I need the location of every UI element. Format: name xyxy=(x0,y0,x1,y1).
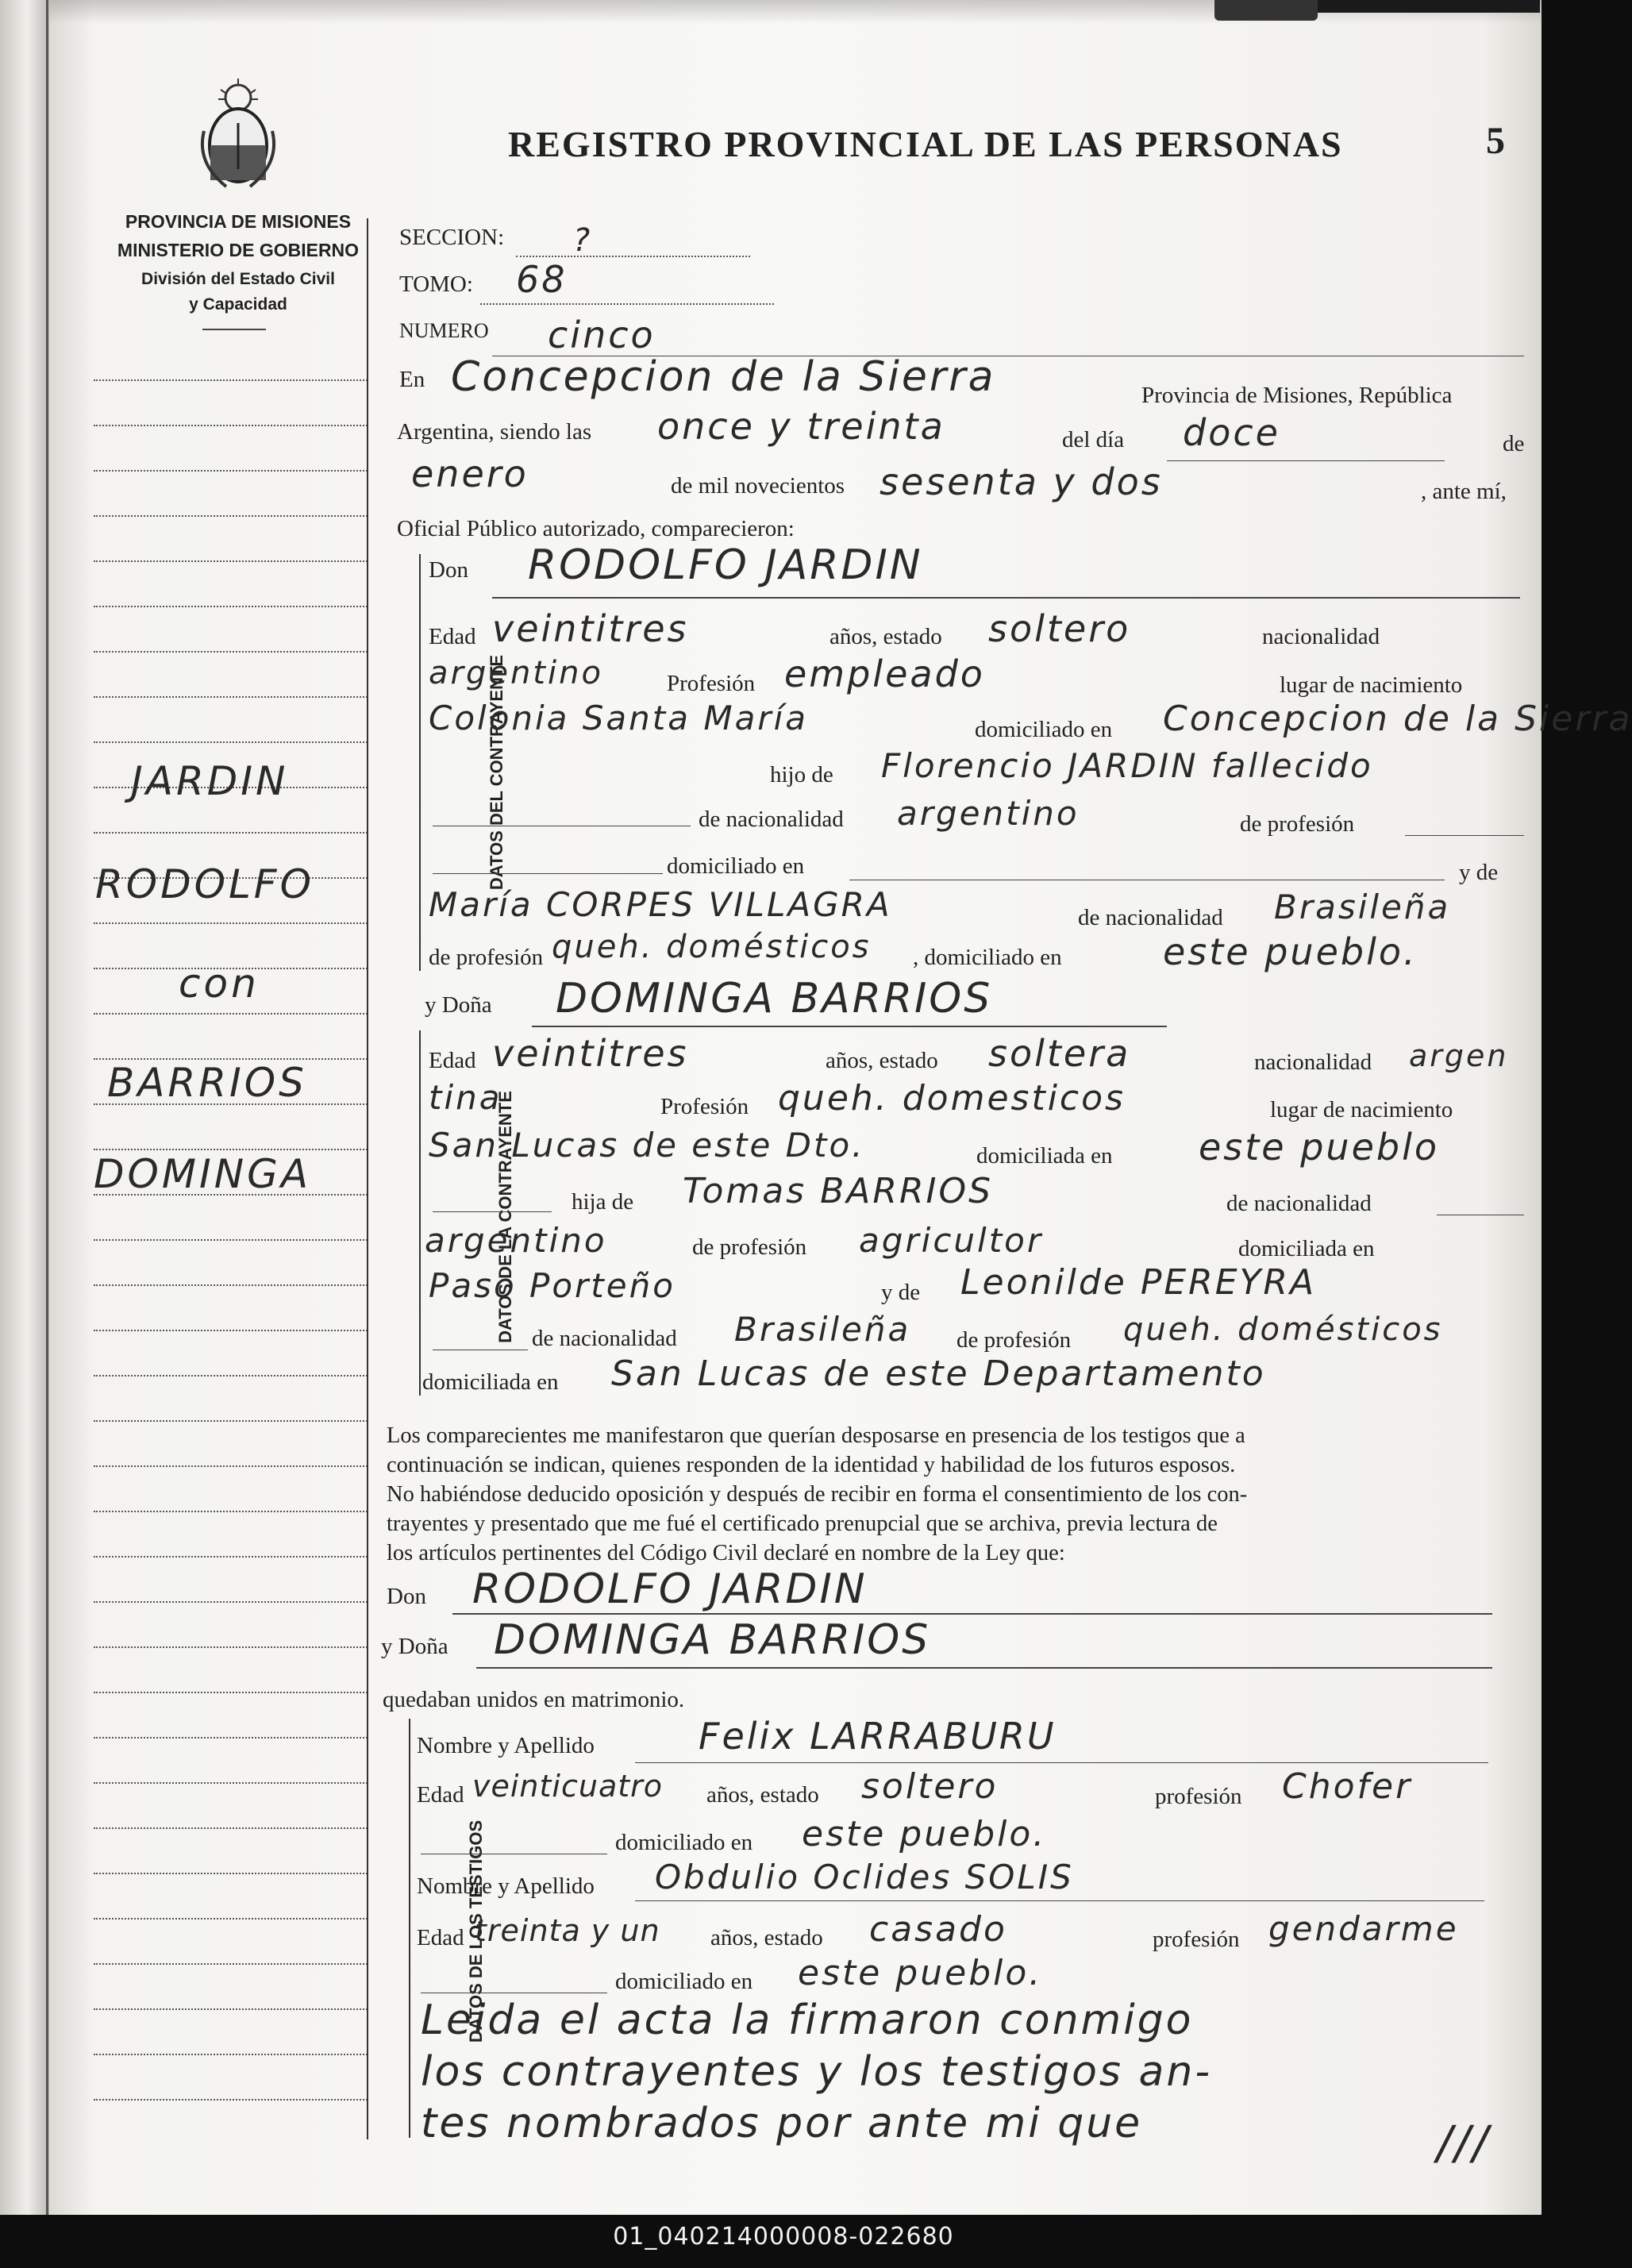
witness2-name: Obdulio Oclides SOLIS xyxy=(655,1858,1074,1896)
witness2-age: treinta y un xyxy=(475,1913,660,1948)
numero-label: NUMERO xyxy=(399,319,489,342)
tomo-value: 68 xyxy=(516,258,568,301)
margin-dotted-line xyxy=(94,651,368,653)
margin-note-line1: JARDIN xyxy=(131,758,289,804)
declaration-line5: los artículos pertinentes del Código Civil declaré en nombre de la Ley que: xyxy=(387,1541,1065,1565)
division-label-2: y Capacidad xyxy=(189,295,287,314)
margin-dotted-line xyxy=(94,1556,368,1558)
bride-mother-domicilio: San Lucas de este Departamento xyxy=(611,1353,1266,1394)
margin-dotted-line xyxy=(94,1420,368,1422)
declaration-groom-name: RODOLFO JARDIN xyxy=(472,1565,868,1613)
bride-mother-nacionalidad: Brasileña xyxy=(734,1310,911,1349)
bride-father-profesion: agricultor xyxy=(859,1221,1044,1260)
mil-text: de mil novecientos xyxy=(671,473,845,499)
groom-domiciliado-label: domiciliado en xyxy=(975,717,1113,742)
groom-mother-domicilio: este pueblo. xyxy=(1163,930,1418,973)
margin-dotted-line xyxy=(94,2008,368,2010)
groom-mother: María CORPES VILLAGRA xyxy=(429,885,892,924)
month-value: enero xyxy=(411,452,529,495)
bride-father-domicilio: Paso Porteño xyxy=(429,1266,676,1305)
margin-dotted-line xyxy=(94,1284,368,1286)
witness2-name-line xyxy=(635,1900,1484,1901)
bride-profesion-label: Profesión xyxy=(660,1094,749,1119)
groom-name-line xyxy=(492,597,1520,599)
binding-strip xyxy=(1318,0,1540,13)
del-dia-label: del día xyxy=(1062,427,1125,452)
margin-dotted-line xyxy=(94,470,368,472)
margin-dotted-line xyxy=(94,832,368,834)
margin-dotted-line xyxy=(94,1918,368,1920)
bride-domicilio: este pueblo xyxy=(1199,1126,1440,1169)
bride-father: Tomas BARRIOS xyxy=(683,1171,994,1211)
seccion-line xyxy=(516,256,750,257)
de-label: de xyxy=(1503,431,1525,456)
margin-dotted-line xyxy=(94,560,368,562)
margin-dotted-line xyxy=(94,379,368,381)
closing-line3: tes nombrados por ante mi que xyxy=(421,2100,1143,2147)
declaration-line3: No habiéndose deducido oposición y después de recibir en forma el consentimiento de los con- xyxy=(387,1482,1248,1507)
groom-mother-nacionalidad: Brasileña xyxy=(1274,888,1451,926)
groom-mother-nac-label: de nacionalidad xyxy=(1078,905,1223,930)
bride-age: veintitres xyxy=(492,1032,689,1075)
groom-nacionalidad-label: nacionalidad xyxy=(1262,624,1380,649)
bride-dona-label: y Doña xyxy=(425,992,492,1018)
blank-line xyxy=(433,873,663,874)
page-number: 5 xyxy=(1486,120,1505,162)
margin-dotted-line xyxy=(94,1465,368,1467)
groom-domicilio: Concepcion de la Sierra xyxy=(1163,699,1632,739)
groom-profesion: empleado xyxy=(784,653,985,695)
groom-section-label: DATOS DEL CONTRAYENTE xyxy=(487,654,507,891)
binding-line xyxy=(46,0,48,2215)
witness2-domicilio: este pueblo. xyxy=(798,1953,1043,1993)
groom-father-prof-label: de profesión xyxy=(1240,811,1355,837)
bride-domiciliada-label: domiciliada en xyxy=(976,1143,1113,1169)
place-value: Concepcion de la Sierra xyxy=(451,353,996,401)
division-label: División del Estado Civil xyxy=(141,270,335,288)
groom-mother-prof-label: de profesión xyxy=(429,945,544,970)
groom-don-label: Don xyxy=(429,557,468,583)
book-edge xyxy=(0,0,49,2215)
groom-lugar: Colonia Santa María xyxy=(429,699,808,737)
header-rule xyxy=(202,329,266,330)
bride-estado: soltera xyxy=(988,1032,1131,1075)
day-value: doce xyxy=(1183,411,1280,454)
witness1-profesion: Chofer xyxy=(1282,1766,1413,1807)
groom-mother-dom-label: , domiciliado en xyxy=(913,945,1062,970)
ministry-label: MINISTERIO DE GOBIERNO xyxy=(117,240,360,260)
groom-edad-label: Edad xyxy=(429,624,476,649)
declaration-line4: trayentes y presentado que me fué el certificado prenupcial que se archiva, previa lectura de xyxy=(387,1511,1218,1536)
bride-anos-estado: años, estado xyxy=(826,1048,938,1073)
witness1-name-line xyxy=(635,1762,1488,1763)
witness1-profesion-label: profesión xyxy=(1155,1784,1242,1809)
binding-clip xyxy=(1214,0,1318,21)
groom-y-de-label: y de xyxy=(1459,860,1499,885)
witness1-domicilio: este pueblo. xyxy=(802,1814,1047,1854)
page-title: REGISTRO PROVINCIAL DE LAS PERSONAS xyxy=(508,124,1343,164)
bride-hija-label: hija de xyxy=(572,1189,634,1215)
bride-mother: Leonilde PEREYRA xyxy=(960,1262,1317,1303)
bride-father-prof-label: de profesión xyxy=(692,1234,807,1260)
closing-line2: los contrayentes y los testigos an- xyxy=(421,2048,1213,2096)
margin-dotted-line xyxy=(94,425,368,426)
groom-nacionalidad: argentino xyxy=(429,655,603,691)
groom-hijo-label: hijo de xyxy=(770,762,833,787)
bride-y-de-label: y de xyxy=(881,1280,921,1305)
bride-lugar: San Lucas de este Dto. xyxy=(429,1126,865,1165)
margin-note-line3: con xyxy=(179,961,260,1007)
margin-dotted-line xyxy=(94,922,368,924)
witness2-anos-estado: años, estado xyxy=(710,1925,823,1950)
groom-father-nac-label: de nacionalidad xyxy=(699,807,844,832)
witness2-edad-label: Edad xyxy=(417,1925,464,1950)
coat-of-arms-icon xyxy=(194,75,282,194)
en-label: En xyxy=(399,367,425,392)
province-label: PROVINCIA DE MISIONES xyxy=(125,211,352,232)
witness1-nombre-label: Nombre y Apellido xyxy=(417,1733,595,1758)
margin-dotted-line xyxy=(94,2054,368,2055)
bride-mother-prof-label: de profesión xyxy=(956,1327,1072,1353)
margin-dotted-line xyxy=(94,606,368,607)
witness1-age: veinticuatro xyxy=(472,1769,663,1804)
bride-section-label: DATOS DE LA CONTRAYENTE xyxy=(495,1091,515,1343)
witness1-estado: soltero xyxy=(861,1766,999,1807)
witness2-dom-label: domiciliado en xyxy=(615,1969,753,1994)
margin-dotted-line xyxy=(94,1827,368,1829)
provincia-text: Provincia de Misiones, República xyxy=(1141,383,1453,408)
witness2-profesion: gendarme xyxy=(1268,1909,1459,1948)
witness1-name: Felix LARRABURU xyxy=(699,1715,1057,1758)
margin-dotted-line xyxy=(94,1873,368,1874)
declaration-groom-line xyxy=(452,1613,1492,1615)
bride-mother-dom-label: domiciliada en xyxy=(422,1369,559,1395)
margin-note-line2: RODOLFO xyxy=(95,861,314,907)
witness1-anos-estado: años, estado xyxy=(706,1782,819,1808)
witness2-profesion-label: profesión xyxy=(1153,1927,1240,1952)
seccion-label: SECCION: xyxy=(399,225,505,250)
groom-age: veintitres xyxy=(492,607,689,650)
bride-father-nac-label: de nacionalidad xyxy=(1226,1191,1372,1216)
bride-father-dom-label: domiciliada en xyxy=(1238,1236,1375,1261)
bride-mother-nac-label: de nacionalidad xyxy=(532,1326,677,1351)
margin-dotted-line xyxy=(94,1646,368,1648)
closing-line1: Leida el acta la firmaron conmigo xyxy=(421,1997,1194,2044)
tomo-line xyxy=(480,303,774,305)
margin-dotted-line xyxy=(94,1692,368,1693)
bride-nacionalidad-a: argen xyxy=(1409,1038,1509,1073)
groom-name: RODOLFO JARDIN xyxy=(528,541,923,589)
declaration-bride-name: DOMINGA BARRIOS xyxy=(494,1616,931,1664)
margin-note-line5: DOMINGA xyxy=(94,1151,312,1197)
bride-mother-profesion: queh. domésticos xyxy=(1123,1311,1443,1348)
margin-dotted-line xyxy=(94,1782,368,1784)
day-line xyxy=(1167,460,1445,461)
bride-nacionalidad-label: nacionalidad xyxy=(1254,1049,1372,1075)
ante-mi-text: , ante mí, xyxy=(1421,479,1507,504)
bride-nacionalidad-b: tina xyxy=(429,1078,502,1117)
margin-dotted-line xyxy=(94,1375,368,1377)
seccion-value: ? xyxy=(573,222,593,259)
declaration-dona-label: y Doña xyxy=(381,1634,448,1659)
numero-value: cinco xyxy=(548,314,656,356)
witness1-dom-label: domiciliado en xyxy=(615,1830,753,1855)
bride-father-nacionalidad: argentino xyxy=(425,1221,607,1260)
blank-line xyxy=(433,1211,552,1212)
margin-dotted-line xyxy=(94,696,368,698)
witness-section-label: DATOS DE LOS TESTIGOS xyxy=(466,1819,487,2043)
witness1-edad-label: Edad xyxy=(417,1782,464,1808)
groom-father-dom-label: domiciliado en xyxy=(667,853,805,879)
oficial-text: Oficial Público autorizado, comparecieron: xyxy=(397,516,795,541)
image-id-label: 01_040214000008-022680 xyxy=(613,2223,954,2251)
groom-father-nacionalidad: argentino xyxy=(897,794,1080,833)
margin-dotted-line xyxy=(94,1149,368,1150)
witness2-estado: casado xyxy=(869,1909,1007,1950)
declaration-don-label: Don xyxy=(387,1584,426,1609)
groom-profesion-label: Profesión xyxy=(667,671,756,696)
bride-edad-label: Edad xyxy=(429,1048,476,1073)
margin-dotted-line xyxy=(94,1239,368,1241)
margin-dotted-line xyxy=(94,1601,368,1603)
groom-mother-profesion: queh. domésticos xyxy=(552,929,872,965)
time-value: once y treinta xyxy=(657,405,945,448)
witness2-nombre-label: Nombre y Apellido xyxy=(417,1873,595,1899)
margin-note-line4: BARRIOS xyxy=(107,1060,307,1106)
year-value: sesenta y dos xyxy=(880,460,1163,503)
bride-name-line xyxy=(532,1026,1167,1027)
quedaban-text: quedaban unidos en matrimonio. xyxy=(383,1687,685,1712)
margin-dotted-line xyxy=(94,1963,368,1965)
margin-dotted-line xyxy=(94,1330,368,1331)
tomo-label: TOMO: xyxy=(399,271,473,297)
declaration-bride-line xyxy=(476,1667,1492,1669)
margin-dotted-line xyxy=(94,1511,368,1512)
groom-estado: soltero xyxy=(988,607,1131,650)
groom-anos-estado: años, estado xyxy=(829,624,942,649)
margin-dotted-line xyxy=(94,515,368,517)
bride-lugar-label: lugar de nacimiento xyxy=(1270,1097,1453,1122)
closing-mark: /// xyxy=(1437,2116,1491,2170)
margin-divider xyxy=(367,218,368,2139)
margin-dotted-line xyxy=(94,741,368,743)
margin-dotted-line xyxy=(94,1737,368,1739)
bride-name: DOMINGA BARRIOS xyxy=(556,975,993,1022)
groom-lugar-label: lugar de nacimiento xyxy=(1280,672,1463,698)
margin-dotted-line xyxy=(94,1013,368,1015)
argentina-text: Argentina, siendo las xyxy=(397,419,592,445)
groom-father: Florencio JARDIN fallecido xyxy=(881,746,1373,785)
margin-dotted-line xyxy=(94,2099,368,2100)
declaration-line1: Los comparecientes me manifestaron que querían desposarse en presencia de los testigos que a xyxy=(387,1423,1245,1448)
blank-line xyxy=(1405,835,1524,836)
bride-profesion: queh. domesticos xyxy=(778,1078,1126,1119)
declaration-line2: continuación se indican, quienes responden de la identidad y habilidad de los futuros esposos. xyxy=(387,1453,1236,1477)
